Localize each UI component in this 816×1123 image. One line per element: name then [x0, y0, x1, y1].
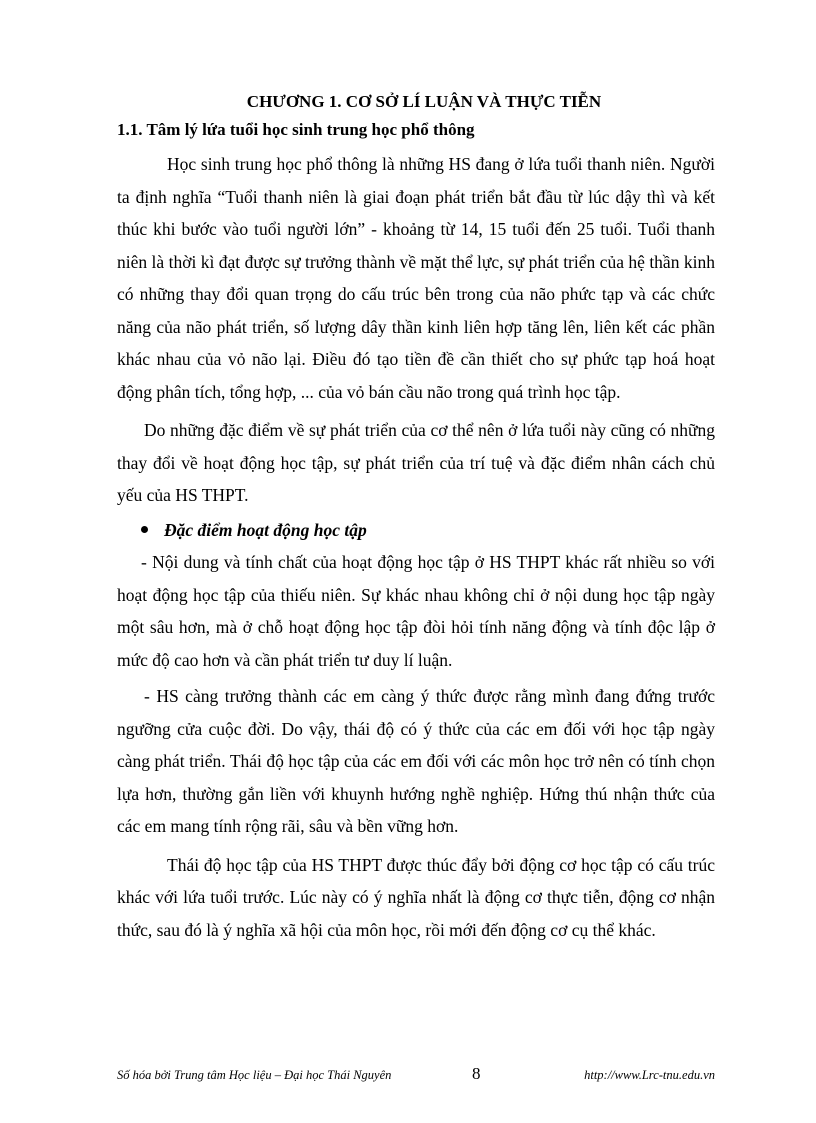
paragraph-content-nature: - Nội dung và tính chất của hoạt động học tập ở HS THPT khác rất nhiều so với hoạt động học tập của thiếu niên. Sự khác nhau không chỉ ở nội dung học tập ngày một sâu hơn, mà ở chỗ hoạt động học tập đòi hỏi tính năng động và tính độc lập ở mức độ cao hơn và cần phát triển tư duy lí luận. — [117, 552, 715, 670]
bullet-heading-row — [117, 514, 715, 547]
page-number: 8 — [472, 1064, 481, 1083]
paragraph-motivation: Thái độ học tập của HS THPT được thúc đẩy bởi động cơ học tập có cấu trúc khác với lứa tuổi trước. Lúc này có ý nghĩa nhất là động cơ thực tiễn, động cơ nhận thức, sau đó là ý nghĩa xã hội của môn học, rồi mới đến động cơ cụ thể khác. — [117, 854, 715, 940]
page-content — [117, 88, 715, 946]
bullet-dot-icon — [141, 526, 148, 533]
footer-url: http://www.Lrc-tnu.edu.vn — [584, 1068, 715, 1082]
paragraph-attitude: - HS càng trưởng thành các em càng ý thức được rằng mình đang đứng trước ngưỡng cửa cuộc đời. Do vậy, thái độ có ý thức của các em đối với học tập ngày càng phát triển. Thái độ học tập của các em đối với các môn học trở nên có tính chọn lựa hơn, thường gắn liền với khuynh hướng nghề nghiệp. Hứng thú nhận thức của các em mang tính rộng rãi, sâu và bền vững hơn. — [117, 686, 715, 836]
section-title: 1.1. Tâm lý lứa tuổi học sinh trung học phổ thông — [117, 120, 475, 139]
page-footer — [117, 1064, 715, 1088]
paragraph-development: Do những đặc điểm về sự phát triển của cơ thể nên ở lứa tuổi này cũng có những thay đổi về hoạt động học tập, sự phát triển của trí tuệ và đặc điểm nhân cách chủ yếu của HS THPT. — [117, 420, 715, 505]
chapter-title: CHƯƠNG 1. CƠ SỞ LÍ LUẬN VÀ THỰC TIỄN — [246, 92, 602, 111]
bullet-heading: Đặc điểm hoạt động học tập — [164, 519, 367, 540]
footer-source: Số hóa bởi Trung tâm Học liệu – Đại học Thái Nguyên — [117, 1068, 392, 1082]
paragraph-intro: Học sinh trung học phổ thông là những HS đang ở lứa tuổi thanh niên. Người ta định nghĩa “Tuổi thanh niên là giai đoạn phát triển bắt đầu từ lúc dậy thì và kết thúc khi bước vào tuổi người lớn” - khoảng từ 14, 15 tuổi đến 25 tuổi. Tuổi thanh niên là thời kì đạt được sự trưởng thành về mặt thể lực, sự phát triển của hệ thần kinh có những thay đổi quan trọng do cấu trúc bên trong của não phức tạp và các chức năng của não phát triển, số lượng dây thần kinh liên hợp tăng lên, liên kết các phần khác nhau của vỏ não lại. Điều đó tạo tiền đề cần thiết cho sự phức tạp hoá hoạt động phân tích, tổng hợp, ... của vỏ bán cầu não trong quá trình học tập. — [117, 154, 715, 402]
